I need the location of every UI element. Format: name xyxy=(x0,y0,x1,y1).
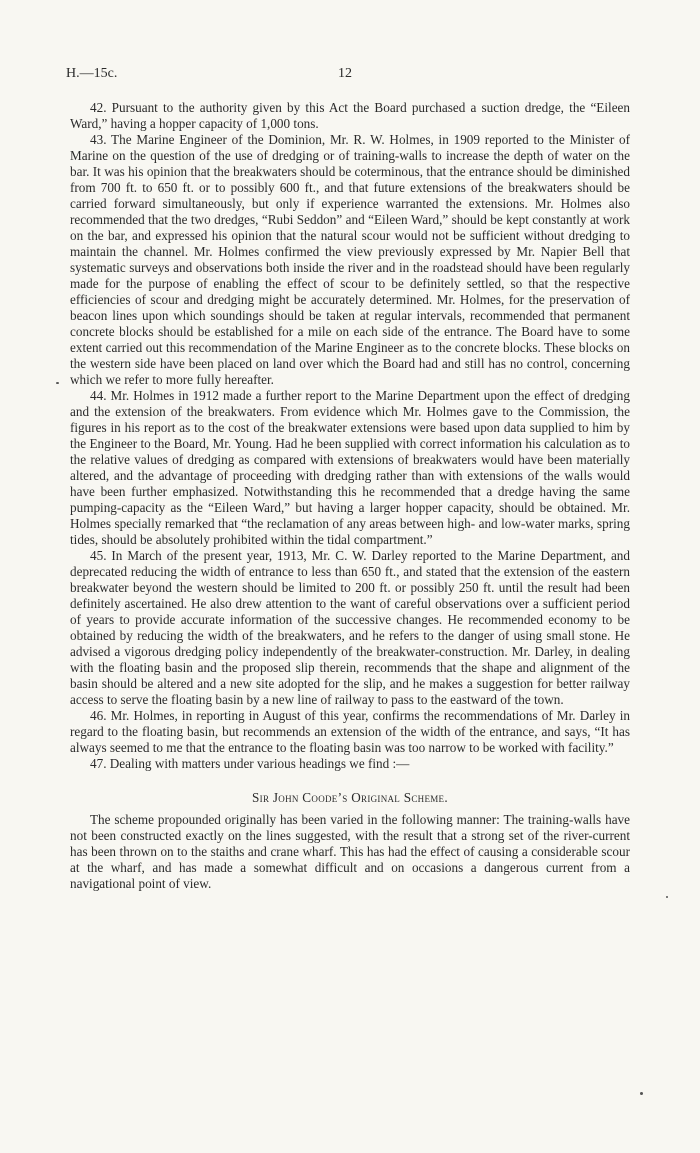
paragraph-42: 42. Pursuant to the authority given by this Act the Board purchased a suction dredge, the “Eileen Ward,” having a hopper capacity of 1,000 tons. xyxy=(70,100,630,131)
scan-speck xyxy=(666,896,668,898)
scan-speck xyxy=(640,1092,643,1095)
page-header xyxy=(66,66,634,86)
page-number: 12 xyxy=(338,66,352,81)
section-paragraph: The scheme propounded originally has been varied in the following manner: The training-walls have not been constructed exactly on the lines suggested, with the result that a strong set of the river-current has been thrown on to the staiths and crane wharf. This has had the effect of causing a considerable scour at the wharf, and has made a somewhat difficult and on occasions a dangerous current from a navigational point of view. xyxy=(70,812,630,891)
paragraph-43: 43. The Marine Engineer of the Dominion, Mr. R. W. Holmes, in 1909 reported to the Minister of Marine on the question of the use of dredging or of training-walls to increase the depth of water on the bar. It was his opinion that the breakwaters should be coterminous, that the entrance should be diminished from 700 ft. to 650 ft. or to possibly 600 ft., and that future extensions of the breakwaters should be carried forward simultaneously, but only if experience warranted the extensions. Mr. Holmes also recommended that the two dredges, “Rubi Seddon” and “Eileen Ward,” should be kept constantly at work on the bar, and expressed his opinion that the natural scour would not be sufficient without dredging to maintain the channel. Mr. Holmes confirmed the view previously expressed by Mr. Napier Bell that systematic surveys and observations both inside the river and in the roadstead should have been regularly made for the purpose of enabling the effect of scour to be definitely settled, so that the respective efficiencies of scour and dredging might be accurately determined. Mr. Holmes, for the preservation of beacon lines upon which soundings should be taken at regular intervals, recommended that permanent concrete blocks should be established for a mile on each side of the entrance. The Board have to some extent carried out this recommendation of the Marine Engineer as to the concrete blocks. These blocks on the western side have been placed on land over which the Board had and still has no control, concerning which we refer to more fully hereafter. xyxy=(70,132,630,387)
section-heading: Sir John Coode’s Original Scheme. xyxy=(252,790,448,805)
document-body xyxy=(70,100,630,892)
paragraph-45: 45. In March of the present year, 1913, Mr. C. W. Darley reported to the Marine Department, and deprecated reducing the width of entrance to less than 650 ft., and stated that the extension of the eastern breakwater beyond the western should be limited to 200 ft. or possibly 250 ft. until the result had been definitely ascertained. He also drew attention to the want of careful observations over a sufficient period of years to provide accurate information of the successive changes. He recommended economy to be obtained by reducing the width of the breakwaters, and he refers to the danger of using small stone. He advised a vigorous dredging policy independently of the breakwater-construction. Mr. Darley, in dealing with the floating basin and the proposed slip therein, recommends that the shape and alignment of the basin should be altered and a new site adopted for the slip, and he makes a suggestion for better railway access to serve the floating basin by a new line of railway to pass to the eastward of the town. xyxy=(70,548,630,707)
paragraph-44: 44. Mr. Holmes in 1912 made a further report to the Marine Department upon the effect of dredging and the extension of the breakwaters. From evidence which Mr. Holmes gave to the Commission, the figures in his report as to the cost of the breakwater extensions were based upon data supplied to him by the Engineer to the Board, Mr. Young. Had he been supplied with correct information his calculation as to the relative values of dredging as compared with extensions of breakwaters would have been materially altered, and the advantage of proceeding with dredging rather than with extensions of the walls would have been further emphasized. Notwithstanding this he recommended that a dredge having the same pumping-capacity as the “Eileen Ward,” but having a larger hopper capacity, should be obtained. Mr. Holmes specially remarked that “the reclamation of any areas between high- and low-water marks, spring tides, should be absolutely prohibited within the tidal compartment.” xyxy=(70,388,630,547)
paragraph-46: 46. Mr. Holmes, in reporting in August of this year, confirms the recommendations of Mr. Darley in regard to the floating basin, but recommends an extension of the width of the entrance, and says, “It has always seemed to me that the entrance to the floating basin was too narrow to be worked with facility.” xyxy=(70,708,630,755)
document-reference: H.—15c. xyxy=(66,66,118,81)
paragraph-47: 47. Dealing with matters under various headings we find :— xyxy=(90,756,410,771)
scan-speck xyxy=(56,382,59,384)
